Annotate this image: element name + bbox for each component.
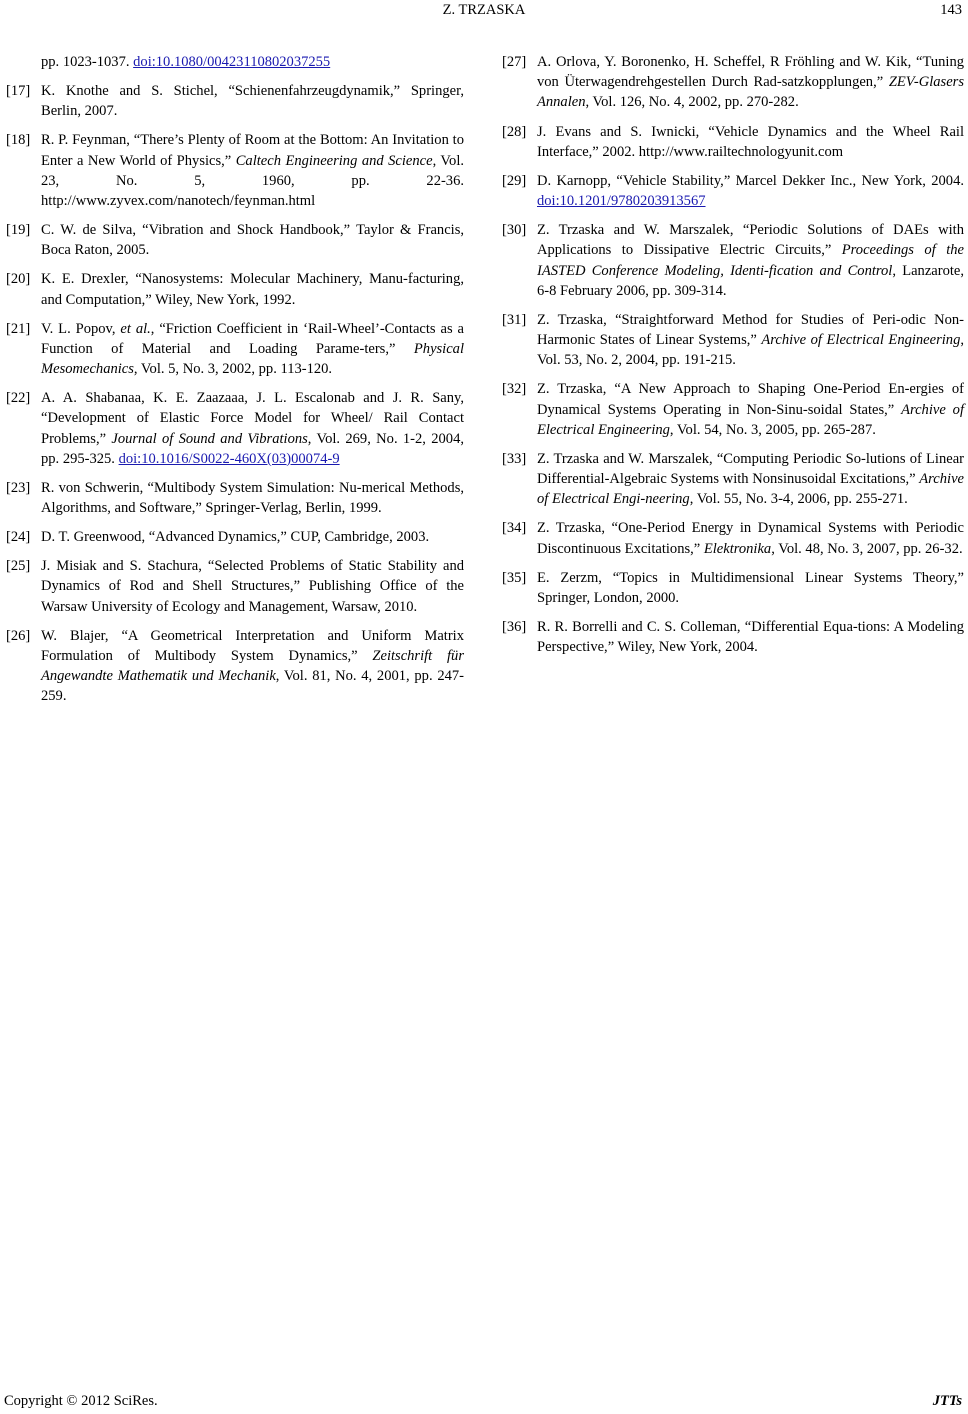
- reference-source: Archive of Electrical Engineering: [761, 332, 961, 348]
- reference-entry: [6, 478, 464, 518]
- references-right-column: [502, 52, 964, 666]
- reference-number: [20]: [6, 271, 31, 288]
- reference-number: [22]: [6, 390, 31, 407]
- reference-source: Proceedings of the IASTED Conference Modeling, Identi-fication and Control: [537, 242, 964, 279]
- reference-number: [17]: [6, 83, 31, 100]
- reference-entry: [6, 269, 464, 309]
- reference-text: , Vol. 81, No. 4, 2001, pp. 247-259.: [41, 668, 464, 705]
- reference-text: , Vol. 269, No. 1-2, 2004, pp. 295-325.: [41, 430, 464, 467]
- reference-text: , Vol. 54, No. 3, 2005, pp. 265-287.: [669, 421, 876, 438]
- reference-text: Z. Trzaska, “Straightforward Method for Studies of Peri-odic Non-Harmonic States of Linear Systems,”: [537, 311, 964, 348]
- reference-source: et al.: [120, 320, 151, 337]
- reference-text: , Lanzarote, 6-8 February 2006, pp. 309-314.: [537, 262, 964, 299]
- reference-text: A. A. Shabanaa, K. E. Zaazaaa, J. L. Escalonab and J. R. Sany, “Development of Elastic Force Model for Wheel/ Rail Contact Problems,”: [41, 390, 464, 447]
- reference-text: , Vol. 48, No. 3, 2007, pp. 26-32.: [771, 540, 963, 557]
- reference-text: , Vol. 53, No. 2, 2004, pp. 191-215.: [537, 332, 964, 369]
- reference-entry: [6, 81, 464, 121]
- reference-text: J. Evans and S. Iwnicki, “Vehicle Dynamics and the Wheel Rail Interface,” 2002. http://www.railtechnologyunit.com: [537, 123, 964, 160]
- reference-entry: [6, 556, 464, 617]
- reference-number: [26]: [6, 627, 31, 644]
- reference-number: [35]: [502, 569, 527, 586]
- reference-number: [32]: [502, 381, 527, 398]
- reference-entry: [502, 310, 964, 371]
- reference-text: A. Orlova, Y. Boronenko, H. Scheffel, R Fröhling and W. Kik, “Tuning von Üterwagendrehgestellen Durch Rad-satzkopplungen,”: [537, 54, 964, 91]
- reference-entry: [502, 617, 964, 657]
- reference-text: , Vol. 5, No. 3, 2002, pp. 113-120.: [133, 361, 333, 378]
- reference-text: D. Karnopp, “Vehicle Stability,” Marcel Dekker Inc., New York, 2004.: [537, 172, 964, 189]
- reference-text: K. E. Drexler, “Nanosystems: Molecular Machinery, Manu-facturing, and Computation,” Wiley, New York, 1992.: [41, 271, 464, 308]
- reference-entry: [6, 626, 464, 707]
- reference-number: [27]: [502, 54, 527, 70]
- reference-source: Journal of Sound and Vibrations: [111, 430, 308, 447]
- reference-entry: [6, 319, 464, 380]
- reference-entry: [6, 220, 464, 260]
- reference-text: , Vol. 23, No. 5, 1960, pp. 22-36. http://www.zyvex.com/nanotech/feynman.html: [41, 152, 464, 209]
- reference-text: R. P. Feynman, “There’s Plenty of Room at the Bottom: An Invitation to Enter a New World of Physics,”: [41, 132, 464, 169]
- reference-text: , Vol. 55, No. 3-4, 2006, pp. 255-271.: [689, 491, 908, 508]
- references-left-column: [6, 52, 464, 715]
- reference-text: Z. Trzaska, “A New Approach to Shaping One-Period En-ergies of Dynamical Systems Operating in Non-Sinu-soidal States,”: [537, 381, 964, 418]
- reference-entry: [502, 220, 964, 301]
- reference-number: [33]: [502, 450, 527, 467]
- reference-entry: [6, 52, 464, 72]
- footer-journal: JTTs: [932, 1393, 962, 1409]
- reference-text: J. Misiak and S. Stachura, “Selected Problems of Static Stability and Dynamics of Rod and Shell Structures,” Publishing Office of the Warsaw University of Ecology and Management, Warsaw, 2010.: [41, 558, 464, 615]
- reference-entry: [502, 449, 964, 510]
- reference-entry: [502, 171, 964, 211]
- reference-entry: [502, 122, 964, 162]
- running-header-author: Z. TRZASKA: [442, 2, 526, 18]
- reference-number: [30]: [502, 222, 527, 239]
- reference-text: V. L. Popov,: [41, 320, 121, 337]
- reference-entry: [6, 388, 464, 469]
- doi-link[interactable]: doi:10.1201/9780203913567: [537, 193, 706, 209]
- reference-source: Zeitschrift für Angewandte Mathematik und Mechanik: [41, 647, 464, 685]
- reference-entry: [502, 568, 964, 608]
- reference-entry: [6, 130, 464, 211]
- reference-number: [23]: [6, 479, 31, 496]
- reference-text: R. R. Borrelli and C. S. Colleman, “Differential Equa-tions: A Modeling Perspective,” Wiley, New York, 2004.: [537, 618, 964, 656]
- reference-number: [18]: [6, 132, 31, 149]
- footer-copyright: Copyright © 2012 SciRes.: [4, 1393, 158, 1409]
- reference-number: [24]: [6, 529, 31, 546]
- reference-source: Physical Mesomechanics: [41, 340, 464, 378]
- doi-link[interactable]: doi:10.1080/00423110802037255: [133, 54, 331, 70]
- reference-number: [19]: [6, 222, 31, 239]
- reference-number: [28]: [502, 123, 527, 140]
- reference-text: Z. Trzaska and W. Marszalek, “Periodic Solutions of DAEs with Applications to Dissipative Electric Circuits,”: [537, 222, 964, 259]
- reference-number: [31]: [502, 311, 527, 328]
- reference-text: D. T. Greenwood, “Advanced Dynamics,” CUP, Cambridge, 2003.: [41, 529, 430, 546]
- reference-entry: [502, 379, 964, 440]
- reference-text: C. W. de Silva, “Vibration and Shock Handbook,” Taylor & Francis, Boca Raton, 2005.: [41, 222, 464, 259]
- reference-number: [25]: [6, 558, 31, 575]
- reference-source: Caltech Engineering and Science: [235, 152, 433, 169]
- reference-number: [34]: [502, 520, 527, 537]
- reference-entry: [502, 52, 964, 113]
- reference-text: Z. Trzaska, “One-Period Energy in Dynamical Systems with Periodic Discontinuous Excitations,”: [537, 520, 964, 557]
- reference-text: , “Friction Coefficient in ‘Rail-Wheel’-Contacts as a Function of Material and Loading Parame-ters,”: [41, 320, 464, 357]
- reference-source: Archive of Electrical Engineering: [537, 401, 964, 438]
- reference-text: pp. 1023-1037.: [41, 54, 134, 70]
- reference-number: [36]: [502, 618, 527, 635]
- reference-source: ZEV-Glasers Annalen: [537, 74, 964, 111]
- reference-text: E. Zerzm, “Topics in Multidimensional Linear Systems Theory,” Springer, London, 2000.: [537, 569, 964, 606]
- reference-text: W. Blajer, “A Geometrical Interpretation and Uniform Matrix Formulation of Multibody System Dynamics,”: [41, 627, 464, 664]
- reference-text: Z. Trzaska and W. Marszalek, “Computing Periodic So-lutions of Linear Differential-Algebraic Systems with Nonsinusoidal Excitations,”: [537, 450, 964, 487]
- reference-source: Archive of Electrical Engi-neering: [537, 471, 964, 508]
- reference-entry: [6, 527, 464, 547]
- reference-number: [29]: [502, 172, 527, 189]
- reference-text: K. Knothe and S. Stichel, “Schienenfahrzeugdynamik,” Springer, Berlin, 2007.: [41, 83, 464, 120]
- reference-source: Elektronika: [703, 540, 772, 557]
- doi-link[interactable]: doi:10.1016/S0022-460X(03)00074-9: [118, 450, 340, 467]
- page-number: 143: [940, 2, 962, 18]
- reference-text: , Vol. 126, No. 4, 2002, pp. 270-282.: [585, 94, 799, 111]
- reference-text: R. von Schwerin, “Multibody System Simulation: Nu-merical Methods, Algorithms, and Software,” Springer-Verlag, Berlin, 1999.: [41, 479, 464, 517]
- reference-entry: [502, 518, 964, 558]
- reference-number: [21]: [6, 320, 31, 337]
